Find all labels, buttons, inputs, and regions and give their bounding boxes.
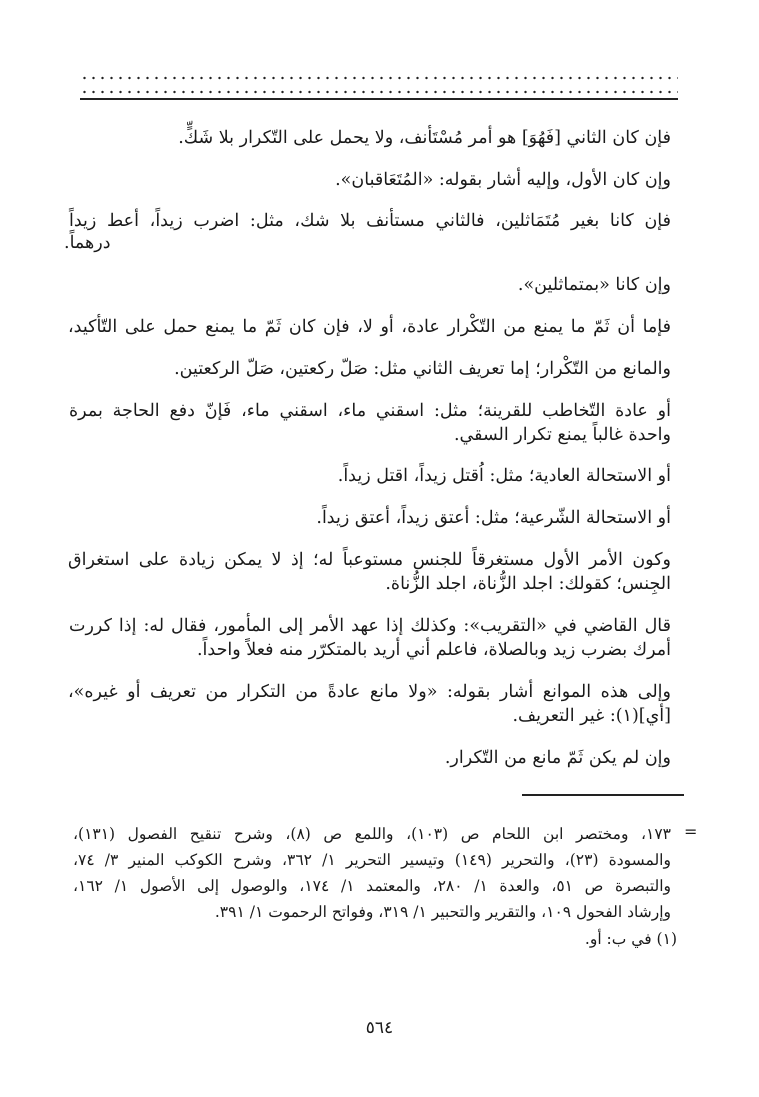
body-line: درهماً. — [64, 233, 111, 253]
body-line: وكون الأمر الأول مستغرقاً للجنس مستوعباً له؛ إذ لا يمكن زيادة على استغراق — [68, 550, 671, 570]
body-line: أو عادة التّخاطب للقرينة؛ مثل: اسقني ماء، اسقني ماء، فَإنّ دفع الحاجة بمرة — [69, 401, 671, 421]
header-dotted-line — [80, 76, 678, 80]
body-line: وإن لم يكن ثَمّ مانع من التّكرار. — [444, 748, 671, 768]
body-line: [أي](١): غير التعريف. — [512, 706, 671, 726]
body-line: أو الاستحالة العادية؛ مثل: اُقتل زيداً، اقتل زيداً. — [337, 466, 671, 486]
body-line: واحدة غالباً يمنع تكرار السقي. — [453, 425, 671, 445]
body-line: قال القاضي في «التقريب»: وكذلك إذا عهد الأمر إلى المأمور، فقال له: إذا كررت — [69, 616, 671, 636]
body-line: فإن كانا بغير مُتَمَاثلين، فالثاني مستأنف بلا شك، مثل: اضرب زيداً، أعط زيداً — [69, 211, 671, 231]
body-line: وإلى هذه الموانع أشار بقوله: «ولا مانع عادةً من التكرار من تعريف أو غيره»، — [68, 682, 671, 702]
footnote-line: (١) في ب: أو. — [584, 930, 677, 948]
footnote-line: والتبصرة ص ٥١، والعدة ١/ ٢٨٠، والمعتمد ١/ ١٧٤، والوصول إلى الأصول ١/ ١٦٢، — [73, 877, 672, 895]
footnote-line: وإرشاد الفحول ١٠٩، والتقرير والتحبير ١/ ٣١٩، وفواتح الرحموت ١/ ٣٩١. — [214, 903, 671, 921]
footnote-line: ١٧٣، ومختصر ابن اللحام ص (١٠٣)، واللمع ص (٨)، وشرح تنقيح الفصول (١٣١)، — [73, 825, 672, 843]
body-line: فإن كان الثاني [فَهُوَ] هو أمر مُسْتَأنف، ولا يحمل على التّكرار بلا شَكٍّ. — [178, 128, 671, 148]
body-line: الجِنس؛ كقولك: اجلد الزُّناة، اجلد الزُّناة. — [385, 574, 671, 594]
header-rule — [80, 98, 678, 100]
header-dotted-line — [80, 90, 678, 94]
body-line: وإن كانا «بمتماثلين». — [517, 275, 671, 295]
body-line: وإن كان الأول، وإليه أشار بقوله: «المُتَعَاقبان». — [335, 170, 671, 190]
body-line: والمانع من التّكْرار؛ إما تعريف الثاني مثل: صَلّ ركعتين، صَلّ الركعتين. — [174, 359, 671, 379]
footnote-continuation-mark: = — [684, 822, 698, 841]
footnote-line: والمسودة (٢٣)، والتحرير (١٤٩) وتيسير التحرير ١/ ٣٦٢، وشرح الكوكب المنير ٣/ ٧٤، — [73, 851, 671, 869]
body-line: فإما أن ثَمّ ما يمنع من التّكْرار عادة، أو لا، فإن كان ثَمّ ما يمنع حمل على التّأكيد، — [68, 317, 671, 337]
page-number: ٥٦٤ — [365, 1018, 394, 1038]
body-line: أمرك بضرب زيد وبالصلاة، فاعلم أني أريد بالمتكرّر منه فعلاً واحداً. — [196, 640, 671, 660]
body-line: أو الاستحالة الشّرعية؛ مثل: أعتق زيداً، أعتق زيداً. — [316, 508, 671, 528]
footnote-separator — [522, 794, 684, 796]
